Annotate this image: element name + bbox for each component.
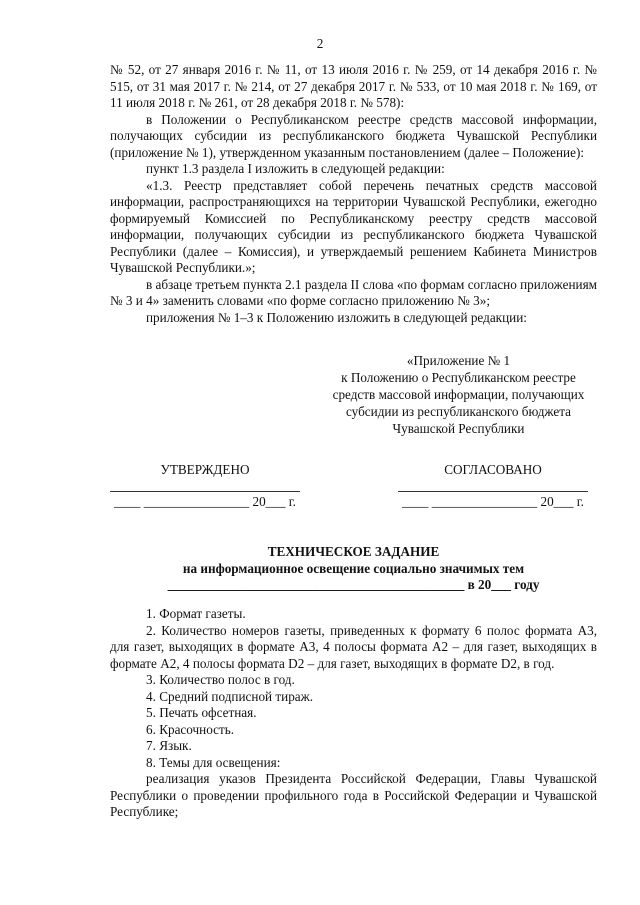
- list-item: 2. Количество номеров газеты, приведенных к формату 6 полос формата А3, для газет, выходящих в формате А3, 4 полосы формата А2 – для газет, выходящих в формате А2, 4 полосы формата D2 – для газет, выходящих в формате D2, в год.: [110, 622, 597, 671]
- list-item: 6. Красочность.: [146, 721, 235, 737]
- title-main: ТЕХНИЧЕСКОЕ ЗАДАНИЕ: [267, 544, 440, 559]
- appendix-line: субсидии из республиканского бюджета: [346, 404, 571, 419]
- list-item: реализация указов Президента Российской Федерации, Главы Чувашской Республики о проведении профильного года в Российской Федерации и Чувашской Республике;: [110, 771, 597, 819]
- list-item: 5. Печать офсетная.: [146, 705, 257, 720]
- list-item: 4. Средний подписной тираж.: [146, 688, 314, 704]
- agreed-date-line: ____ ________________ 20___ г.: [402, 493, 584, 509]
- appendix-line: Чувашской Республики: [392, 421, 525, 436]
- approved-label: УТВЕРЖДЕНО: [160, 462, 250, 477]
- document-title: [110, 544, 597, 594]
- intro-text: [110, 62, 597, 326]
- agreed-signature-line: [398, 491, 588, 492]
- paragraph-point-2-1: в абзаце третьем пункта 2.1 раздела II слова «по формам согласно приложениям № 3 и 4» заменить словами «по форме согласно приложению № 3»;: [110, 276, 597, 308]
- appendix-header: [320, 352, 597, 437]
- paragraph-point-1-3: пункт 1.3 раздела I изложить в следующей редакции:: [146, 161, 445, 176]
- paragraph-decree-list: № 52, от 27 января 2016 г. № 11, от 13 июля 2016 г. № 259, от 14 декабря 2016 г. № 515, от 31 мая 2017 г. № 214, от 27 декабря 2017 г. № 533, от 10 мая 2018 г. № 169, от 11 июля 2018 г. № 261, от 28 декабря 2018 г. № 578):: [110, 62, 597, 110]
- page-number: 2: [316, 36, 324, 51]
- appendix-line: «Приложение № 1: [406, 353, 511, 368]
- paragraph-regulation: в Положении о Республиканском реестре средств массовой информации, получающих субсидии из республиканского бюджета Чувашской Республики (приложение № 1), утвержденном указанным постановлением (далее – Положение):: [110, 111, 597, 160]
- agreed-label: СОГЛАСОВАНО: [444, 462, 542, 477]
- approved-block: [110, 462, 300, 510]
- appendix-line: к Положению о Республиканском реестре: [341, 370, 576, 385]
- approved-date-line: ____ ________________ 20___ г.: [114, 493, 296, 509]
- spec-list: [110, 606, 597, 821]
- list-item: 1. Формат газеты.: [146, 606, 246, 621]
- list-item: 8. Темы для освещения:: [146, 754, 281, 770]
- title-subtitle: на информационное освещение социально значимых тем: [182, 560, 525, 576]
- appendix-line: средств массовой информации, получающих: [332, 387, 585, 402]
- agreed-block: [398, 462, 588, 510]
- list-item: 7. Язык.: [146, 738, 192, 753]
- list-item: 3. Количество полос в год.: [146, 672, 295, 687]
- title-year-line: _____________________________________________ в 20___ году: [167, 577, 540, 592]
- paragraph-appendices: приложения № 1–3 к Положению изложить в следующей редакции:: [146, 309, 527, 325]
- paragraph-registry-definition: «1.3. Реестр представляет собой перечень печатных средств массовой информации, распространяющихся на территории Чувашской Республики, ежегодно формируемый Комиссией по Республиканскому реестру средств массовой информации, получающих субсидии из республиканского бюджета Чувашской Республики (далее – Комиссия), и утверждаемый решением Кабинета Министров Чувашской Республики.»;: [110, 177, 597, 275]
- approved-signature-line: [110, 491, 300, 492]
